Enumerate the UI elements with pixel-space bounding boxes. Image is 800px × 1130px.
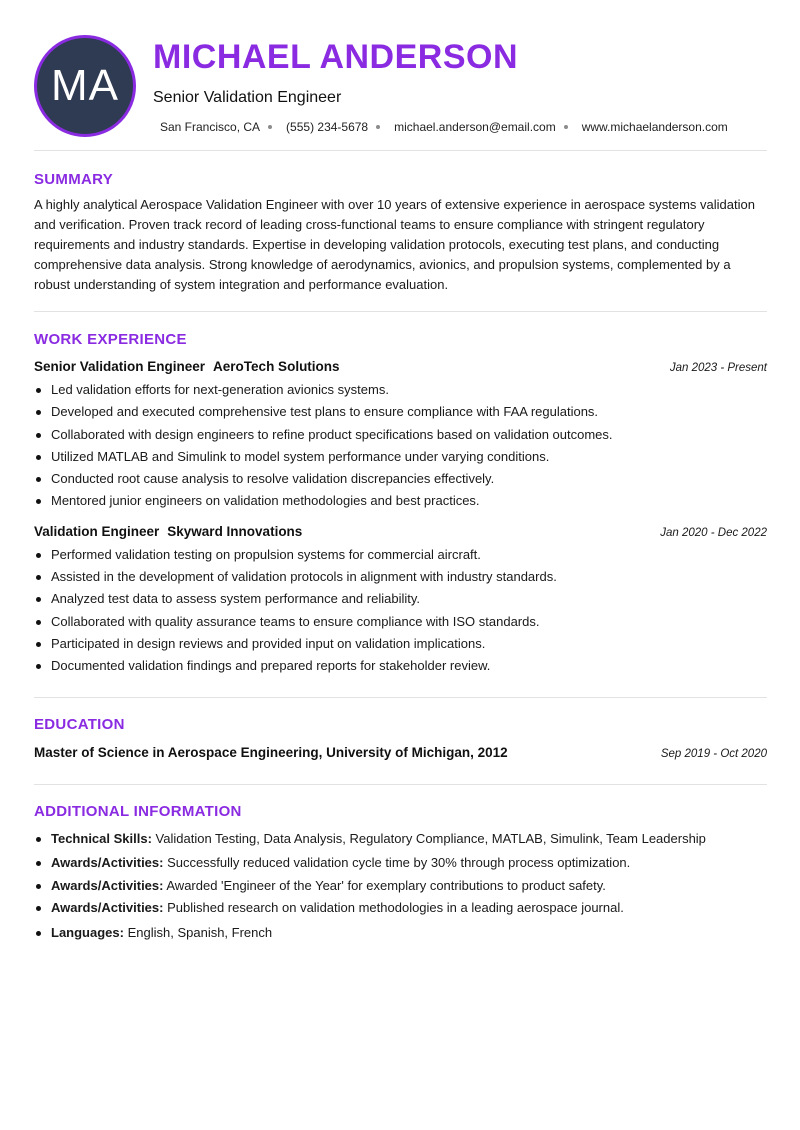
job-company: AeroTech Solutions	[213, 359, 340, 374]
job-title: Senior Validation Engineer	[34, 359, 206, 374]
education-entry	[34, 745, 767, 760]
list-item	[51, 922, 767, 945]
list-item: Collaborated with quality assurance teams to ensure compliance with ISO standards.	[51, 611, 767, 633]
job-bullets	[34, 379, 767, 513]
list-item	[51, 852, 767, 875]
summary-title: SUMMARY	[34, 171, 114, 188]
job-entry	[34, 524, 767, 678]
additional-information-section	[34, 785, 767, 945]
job-dates: Jan 2023 - Present	[669, 362, 767, 374]
job-title-line	[34, 524, 302, 539]
list-item: Documented validation findings and prepared reports for stakeholder review.	[51, 655, 767, 677]
job-header	[34, 359, 767, 374]
item-text: Published research on validation methodologies in a leading aerospace journal.	[167, 900, 624, 916]
avatar	[34, 35, 136, 137]
item-text: Awarded 'Engineer of the Year' for exemplary contributions to product safety.	[166, 877, 606, 893]
item-label: Awards/Activities:	[51, 900, 164, 916]
job-header	[34, 524, 767, 539]
item-text: English, Spanish, French	[127, 924, 273, 940]
list-item: Performed validation testing on propulsion systems for commercial aircraft.	[51, 544, 767, 566]
list-item	[51, 897, 767, 920]
list-item: Mentored junior engineers on validation methodologies and best practices.	[51, 490, 767, 512]
item-label: Technical Skills:	[51, 830, 152, 846]
resume-page	[34, 0, 767, 944]
contact-website[interactable]: www.michaelanderson.com	[581, 120, 728, 134]
additional-information-title: ADDITIONAL INFORMATION	[34, 802, 242, 820]
item-text: Successfully reduced validation cycle time by 30% through process optimization.	[167, 855, 631, 871]
list-item: Utilized MATLAB and Simulink to model system performance under varying conditions.	[51, 446, 767, 468]
contact-line	[160, 120, 728, 134]
resume-header	[34, 0, 767, 151]
work-experience-title: WORK EXPERIENCE	[34, 331, 187, 348]
list-item	[51, 875, 767, 898]
education-title: EDUCATION	[34, 715, 125, 733]
list-item: Led validation efforts for next-generation avionics systems.	[51, 379, 767, 401]
contact-email[interactable]: michael.anderson@email.com	[394, 120, 556, 134]
list-item	[51, 828, 767, 851]
separator-dot-icon	[376, 125, 380, 129]
summary-section	[34, 151, 767, 312]
avatar-initials: MA	[51, 61, 119, 110]
job-title: Validation Engineer	[34, 523, 160, 539]
job-bullets	[34, 544, 767, 678]
additional-list	[34, 828, 767, 945]
work-experience-section	[34, 312, 767, 698]
job-dates: Jan 2020 - Dec 2022	[660, 526, 767, 539]
education-degree: Master of Science in Aerospace Engineering, University of Michigan, 2012	[34, 744, 508, 760]
contact-location: San Francisco, CA	[160, 120, 261, 134]
list-item: Conducted root cause analysis to resolve validation discrepancies effectively.	[51, 468, 767, 490]
education-section	[34, 698, 767, 785]
job-title-line	[34, 359, 340, 374]
job-company: Skyward Innovations	[167, 523, 303, 539]
candidate-role: Senior Validation Engineer	[153, 89, 342, 106]
item-label: Languages:	[51, 924, 124, 940]
list-item: Developed and executed comprehensive test plans to ensure compliance with FAA regulations.	[51, 401, 767, 423]
list-item: Analyzed test data to assess system performance and reliability.	[51, 588, 767, 610]
education-dates: Sep 2019 - Oct 2020	[660, 747, 767, 760]
item-label: Awards/Activities:	[51, 877, 164, 893]
candidate-name: MICHAEL ANDERSON	[153, 38, 519, 76]
list-item: Collaborated with design engineers to refine product specifications based on validation outcomes.	[51, 424, 767, 446]
item-label: Awards/Activities:	[51, 855, 164, 871]
list-item: Assisted in the development of validation protocols in alignment with industry standards.	[51, 566, 767, 588]
summary-text: A highly analytical Aerospace Validation Engineer with over 10 years of extensive experience in aerospace systems validation and verification. Proven track record of leading cross-functional teams to ensure compliance with stringent regulatory requirements and industry standards. Expertise in developing validation protocols, executing test plans, and conducting comprehensive data analysis. Strong knowledge of aerodynamics, avionics, and propulsion systems, complemented by a robust understanding of system integration and performance evaluation.	[34, 197, 755, 292]
separator-dot-icon	[268, 125, 272, 129]
item-text: Validation Testing, Data Analysis, Regulatory Compliance, MATLAB, Simulink, Team Leadership	[155, 830, 706, 846]
contact-phone[interactable]: (555) 234-5678	[286, 120, 369, 134]
separator-dot-icon	[564, 125, 568, 129]
job-entry	[34, 359, 767, 513]
list-item: Participated in design reviews and provided input on validation implications.	[51, 633, 767, 655]
